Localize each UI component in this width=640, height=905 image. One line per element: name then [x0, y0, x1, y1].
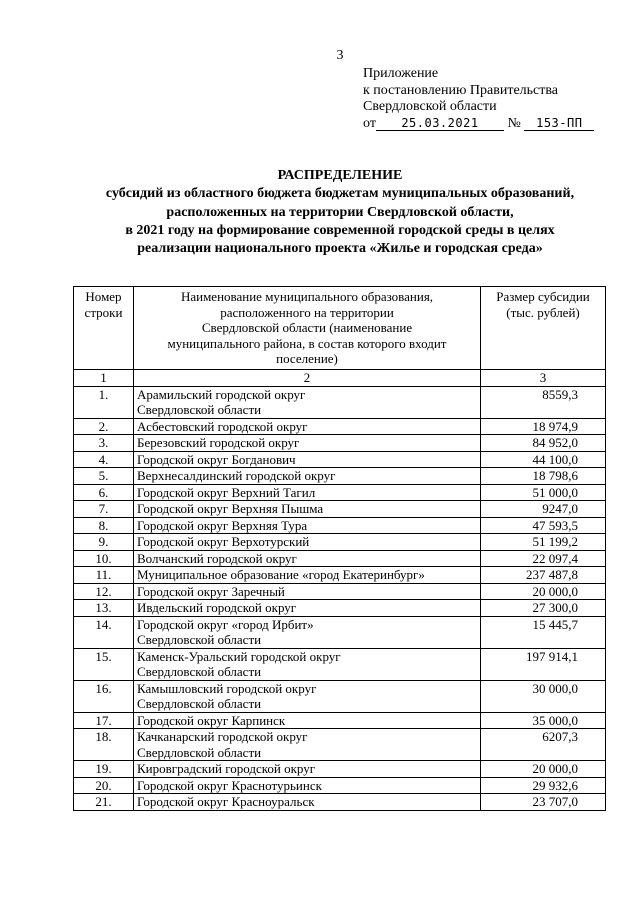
table-row	[74, 451, 606, 468]
municipality-name-line-1: Городской округ Верхотурский	[137, 534, 310, 549]
subsidy-amount-cell	[481, 534, 606, 551]
row-number: 15.	[74, 648, 134, 680]
municipality-name-line-2: Свердловской области	[137, 402, 262, 417]
municipality-name	[134, 761, 481, 778]
subsidy-amount: 18 974,9	[532, 418, 578, 434]
municipality-name	[134, 484, 481, 501]
municipality-name	[134, 794, 481, 811]
index-cell: 1	[74, 370, 134, 387]
municipality-name	[134, 616, 481, 648]
municipality-name-line-1: Камышловский городской округ	[137, 680, 317, 696]
row-number: 6.	[74, 484, 134, 501]
municipality-name	[134, 600, 481, 617]
municipality-name-line-1: Городской округ Краснотурьинск	[137, 777, 322, 793]
subsidy-amount-cell	[481, 680, 606, 712]
subsidy-amount-cell	[481, 484, 606, 501]
municipality-name	[134, 451, 481, 468]
header-row-number: Номер строки	[74, 287, 134, 370]
table-row	[74, 616, 606, 648]
table-row	[74, 550, 606, 567]
municipality-name-line-1: Ивдельский городской округ	[137, 600, 297, 615]
title-heading: РАСПРЕДЕЛЕНИЕ	[277, 168, 403, 183]
municipality-name	[134, 777, 481, 794]
subsidy-amount-cell	[481, 517, 606, 534]
municipality-name	[134, 583, 481, 600]
page-number: 3	[336, 48, 344, 63]
appendix-line-3: Свердловской области	[363, 99, 497, 114]
subsidy-amount-cell	[481, 600, 606, 617]
subsidy-amount-cell	[481, 712, 606, 729]
subsidy-amount-cell	[481, 501, 606, 518]
municipality-name-line-1: Качканарский городской округ	[137, 729, 308, 744]
municipality-name	[134, 648, 481, 680]
subsidy-amount: 23 707,0	[532, 794, 578, 809]
title-line-1: субсидий из областного бюджета бюджетам муниципальных образований,	[105, 186, 575, 202]
date-prefix: от	[363, 115, 376, 131]
subsidy-amount-cell	[481, 777, 606, 794]
table-row	[74, 534, 606, 551]
municipality-name	[134, 517, 481, 534]
subsidy-amount-cell	[481, 418, 606, 435]
municipality-name	[134, 712, 481, 729]
subsidy-amount: 8559,3	[542, 386, 578, 402]
subsidy-amount: 15 445,7	[532, 616, 578, 632]
table-row	[74, 468, 606, 485]
subsidy-amount-cell	[481, 583, 606, 600]
municipality-name-line-1: Городской округ Верхняя Пышма	[137, 501, 324, 516]
subsidy-amount: 9247,0	[542, 501, 578, 516]
row-number: 10.	[74, 550, 134, 567]
municipality-name-line-1: Городской округ Верхний Тагил	[137, 484, 316, 500]
header-municipality: Наименование муниципального образования, расположенного на территории Свердловской области (наименование муниципального района, в состав которого входит поселение)	[134, 287, 481, 370]
table-row	[74, 777, 606, 794]
table-row	[74, 435, 606, 452]
municipality-name	[134, 386, 481, 418]
municipality-name	[134, 550, 481, 567]
subsidy-amount-cell	[481, 567, 606, 584]
row-number: 7.	[74, 501, 134, 518]
row-number: 20.	[74, 777, 134, 794]
subsidy-amount-cell	[481, 550, 606, 567]
title-line-3: в 2021 году на формирование современной городской среды в целях	[125, 222, 555, 238]
resolution-number: 153-ПП	[524, 117, 594, 131]
appendix-block	[363, 66, 594, 132]
subsidy-amount: 20 000,0	[532, 761, 578, 776]
subsidy-amount: 22 097,4	[532, 550, 578, 566]
municipality-name-line-1: Городской округ Красноуральск	[137, 794, 315, 809]
municipality-name-line-1: Городской округ «город Ирбит»	[137, 616, 314, 632]
municipality-name-line-2: Свердловской области	[137, 744, 262, 760]
municipality-name	[134, 418, 481, 435]
row-number: 4.	[74, 451, 134, 468]
table-row	[74, 418, 606, 435]
subsidy-amount-cell	[481, 386, 606, 418]
resolution-date: 25.03.2021	[376, 117, 504, 131]
table-row	[74, 680, 606, 712]
row-number: 13.	[74, 600, 134, 617]
subsidy-amount: 35 000,0	[532, 712, 578, 728]
appendix-line-2: к постановлению Правительства	[363, 82, 559, 98]
subsidy-amount: 197 914,1	[526, 648, 578, 664]
title-line-4: реализации национального проекта «Жилье и городская среда»	[137, 241, 543, 257]
number-prefix: №	[507, 115, 521, 131]
row-number: 8.	[74, 517, 134, 534]
municipality-name	[134, 680, 481, 712]
subsidy-amount: 51 000,0	[532, 484, 578, 500]
table-row	[74, 386, 606, 418]
subsidy-amount-cell	[481, 729, 606, 761]
table-header-row	[74, 287, 606, 370]
subsidy-amount: 237 487,8	[526, 567, 578, 582]
subsidy-amount: 29 932,6	[532, 777, 578, 793]
row-number: 19.	[74, 761, 134, 778]
table-row	[74, 501, 606, 518]
municipality-name-line-1: Волчанский городской округ	[137, 550, 297, 566]
municipality-name-line-1: Муниципальное образование «город Екатеринбург»	[137, 567, 425, 582]
appendix-line-1: Приложение	[363, 66, 439, 81]
table-row	[74, 648, 606, 680]
table-row	[74, 600, 606, 617]
table-body	[74, 386, 606, 810]
subsidy-amount: 44 100,0	[532, 451, 578, 467]
row-number: 16.	[74, 680, 134, 712]
municipality-name-line-1: Городской округ Богданович	[137, 451, 296, 467]
municipality-name-line-1: Березовский городской округ	[137, 435, 300, 450]
row-number: 5.	[74, 468, 134, 485]
row-number: 12.	[74, 583, 134, 600]
subsidy-amount: 27 300,0	[532, 600, 578, 615]
table-row	[74, 583, 606, 600]
row-number: 18.	[74, 729, 134, 761]
table-row	[74, 794, 606, 811]
index-cell: 2	[134, 370, 481, 387]
row-number: 1.	[74, 386, 134, 418]
table-row	[74, 567, 606, 584]
subsidy-amount: 84 952,0	[532, 435, 578, 450]
table-row	[74, 761, 606, 778]
municipality-name-line-1: Арамильский городской округ	[137, 386, 306, 402]
municipality-name-line-2: Свердловской области	[137, 632, 262, 647]
subsidy-amount-cell	[481, 468, 606, 485]
municipality-name	[134, 435, 481, 452]
subsidy-amount-cell	[481, 616, 606, 648]
row-number: 17.	[74, 712, 134, 729]
subsidy-amount: 51 199,2	[532, 534, 578, 549]
subsidy-amount: 20 000,0	[532, 583, 578, 599]
table-row	[74, 729, 606, 761]
row-number: 14.	[74, 616, 134, 648]
municipality-name-line-1: Верхнесалдинский городской округ	[137, 468, 336, 483]
document-title	[0, 167, 640, 258]
table-row	[74, 484, 606, 501]
row-number: 11.	[74, 567, 134, 584]
subsidy-amount: 30 000,0	[532, 680, 578, 696]
row-number: 21.	[74, 794, 134, 811]
subsidy-amount: 47 593,5	[532, 517, 578, 533]
subsidy-amount: 6207,3	[542, 729, 578, 744]
row-number: 9.	[74, 534, 134, 551]
appendix-date-line	[363, 116, 594, 133]
row-number: 2.	[74, 418, 134, 435]
index-cell: 3	[481, 370, 606, 387]
subsidy-amount: 18 798,6	[532, 468, 578, 483]
municipality-name	[134, 468, 481, 485]
title-line-2: расположенных на территории Свердловской области,	[166, 204, 514, 220]
municipality-name	[134, 534, 481, 551]
municipality-name-line-2: Свердловской области	[137, 664, 262, 679]
municipality-name-line-1: Асбестовский городской округ	[137, 418, 308, 434]
table-index-row	[74, 370, 606, 387]
subsidy-amount-cell	[481, 761, 606, 778]
table-row	[74, 712, 606, 729]
municipality-name-line-2: Свердловской области	[137, 696, 262, 711]
municipality-name-line-1: Городской округ Верхняя Тура	[137, 517, 308, 533]
distribution-table	[73, 286, 606, 811]
subsidy-amount-cell	[481, 794, 606, 811]
subsidy-amount-cell	[481, 648, 606, 680]
table-row	[74, 517, 606, 534]
municipality-name	[134, 567, 481, 584]
header-subsidy: Размер субсидии (тыс. рублей)	[481, 287, 606, 370]
municipality-name	[134, 729, 481, 761]
municipality-name-line-1: Городской округ Карпинск	[137, 712, 286, 728]
row-number: 3.	[74, 435, 134, 452]
subsidy-amount-cell	[481, 451, 606, 468]
subsidy-amount-cell	[481, 435, 606, 452]
municipality-name-line-1: Городской округ Заречный	[137, 583, 285, 599]
municipality-name-line-1: Каменск-Уральский городской округ	[137, 648, 341, 664]
municipality-name	[134, 501, 481, 518]
municipality-name-line-1: Кировградский городской округ	[137, 761, 316, 776]
